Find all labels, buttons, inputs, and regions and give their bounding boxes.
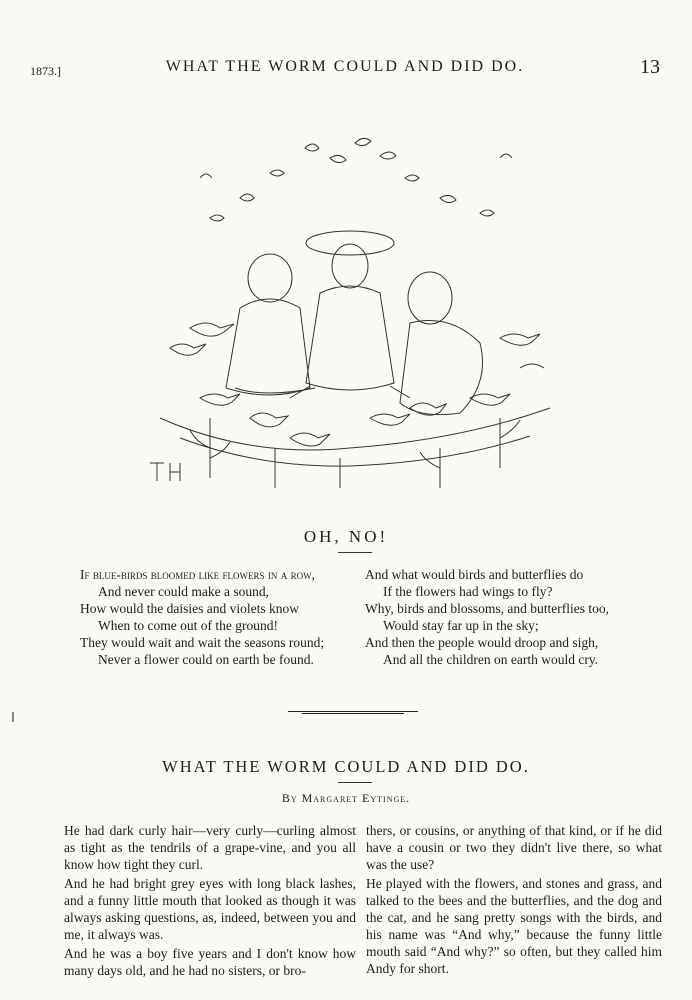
- poem-line-text: If blue-birds bloomed like flowers in a row,: [80, 567, 315, 582]
- poem-line: They would wait and wait the seasons round;: [80, 635, 325, 650]
- story-paragraph: He played with the flowers, and stones and grass, and talked to the bees and the butterflies, and the dog and the cat, and he sang pretty songs with the birds, and his name was “And why,” because the funny little mouth said “And why?” so often, but they called him Andy for short.: [366, 876, 662, 976]
- poem-title: OH, NO!: [303, 527, 389, 546]
- story-paragraph: He had dark curly hair—very curly—curling almost as tight as the tendrils of a grape-vine, and you all know how tight they curl.: [64, 823, 356, 872]
- poem-line: And what would birds and butterflies do: [365, 567, 584, 582]
- page-number: 13: [640, 56, 660, 78]
- header-title: WHAT THE WORM COULD AND DID DO.: [165, 58, 525, 75]
- section-divider: [288, 711, 418, 714]
- poem-line: [80, 566, 324, 583]
- poem-line: When to come out of the ground!: [98, 618, 278, 633]
- poem-line: Would stay far up in the sky;: [383, 618, 539, 633]
- poem-title-rule: [338, 552, 372, 553]
- story-column-right: [366, 822, 662, 979]
- poem-line: Why, birds and blossoms, and butterflies too,: [365, 601, 609, 616]
- story-paragraph: thers, or cousins, or anything of that kind, or if he did have a cousin or two they didn't live there, so what was the use?: [366, 823, 662, 872]
- running-header: [30, 58, 660, 80]
- poem-line: And never could make a sound,: [98, 584, 269, 599]
- poem-stanza-right: [365, 566, 609, 668]
- poem-line: How would the daisies and violets know: [80, 601, 299, 616]
- story-paragraph: And he had bright grey eyes with long black lashes, and a funny little mouth that looked as though it was always asking questions, as, indeed, between you and me, it always was.: [64, 876, 356, 942]
- poem-stanza-left: [80, 566, 324, 668]
- byline: By Margaret Eytinge.: [281, 791, 411, 805]
- poem-line: And all the children on earth would cry.: [383, 652, 599, 667]
- children-birds-flowers-engraving: [140, 118, 560, 498]
- story-title: WHAT THE WORM COULD AND DID DO.: [162, 757, 530, 776]
- story-column-left: [64, 822, 356, 981]
- story-title-rule: [338, 782, 372, 783]
- poem-line: And then the people would droop and sigh,: [365, 635, 599, 650]
- poem-line: Never a flower could on earth be found.: [98, 652, 314, 667]
- header-year: 1873.]: [30, 64, 61, 78]
- story-paragraph: And he was a boy five years and I don't know how many days old, and he had no sisters, or bro-: [64, 946, 356, 978]
- poem-line: If the flowers had wings to fly?: [383, 584, 553, 599]
- engraving-illustration: [140, 118, 560, 498]
- margin-mark: [12, 712, 14, 722]
